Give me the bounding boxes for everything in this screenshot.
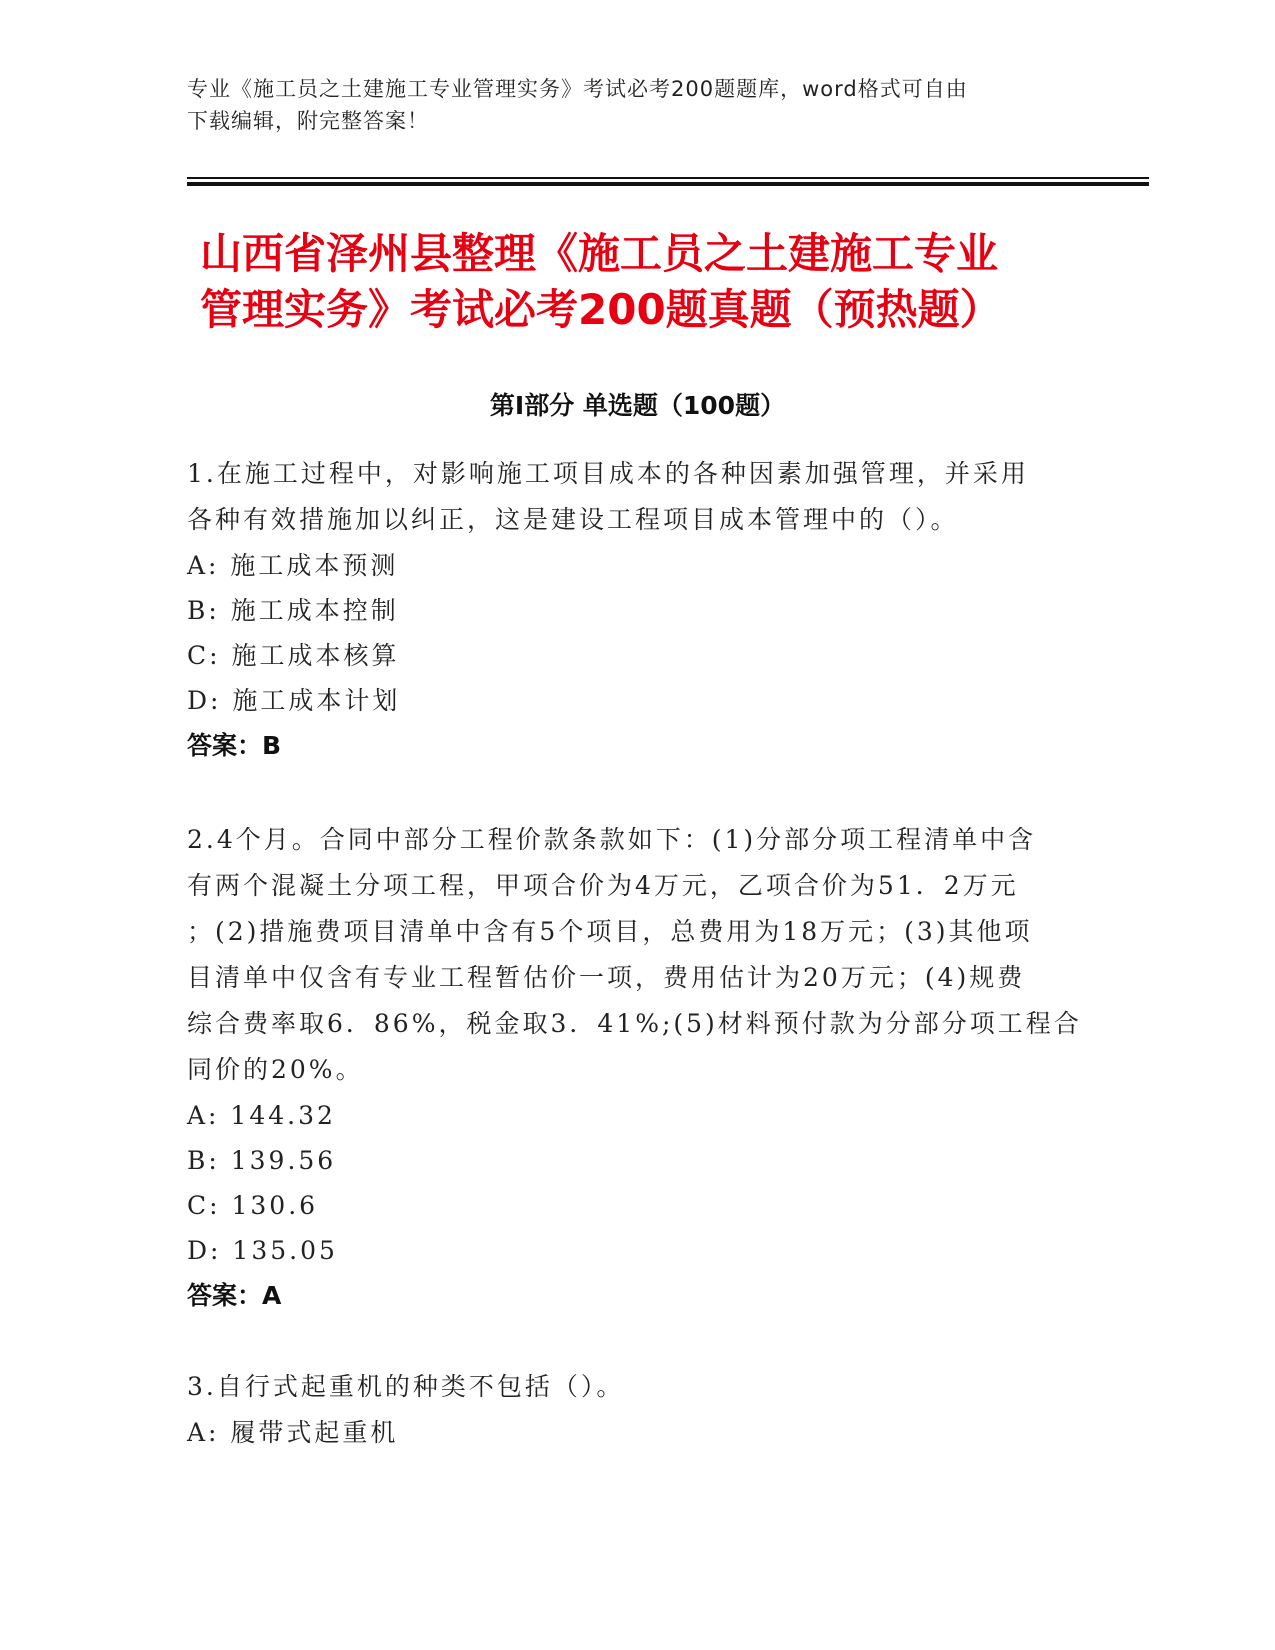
question-1-option-b: B: 施工成本控制 bbox=[187, 596, 399, 625]
question-1-stem bbox=[187, 451, 1087, 543]
question-3 bbox=[187, 1364, 1087, 1455]
question-1-answer: 答案：B bbox=[187, 731, 282, 760]
header-divider-thin bbox=[187, 177, 1149, 179]
question-stem-line: 有两个混凝土分项工程，甲项合价为4万元，乙项合价为51．2万元 bbox=[187, 871, 1019, 900]
question-2-option-d: D: 135.05 bbox=[187, 1236, 338, 1265]
question-stem-line: 3.自行式起重机的种类不包括（）。 bbox=[187, 1372, 625, 1401]
document-title-line-1: 山西省泽州县整理《施工员之土建施工专业 bbox=[200, 229, 999, 278]
section-title: 第Ⅰ部分 单选题（100题） bbox=[489, 391, 786, 420]
question-2-stem bbox=[187, 817, 1087, 1093]
question-3-option-a: A: 履带式起重机 bbox=[187, 1418, 399, 1447]
question-stem-line: 2.4个月。合同中部分工程价款条款如下：(1)分部分项工程清单中含 bbox=[187, 825, 1037, 854]
header-divider-thick bbox=[187, 182, 1149, 186]
header-note-line-2: 下载编辑，附完整答案！ bbox=[187, 109, 429, 133]
question-stem-line: 综合费率取6．86%，税金取3．41%;(5)材料预付款为分部分项工程合 bbox=[187, 1009, 1082, 1038]
question-stem-line: 各种有效措施加以纠正，这是建设工程项目成本管理中的（）。 bbox=[187, 505, 959, 534]
document-title-line-2: 管理实务》考试必考200题真题（预热题） bbox=[200, 285, 1002, 334]
question-2-option-c: C: 130.6 bbox=[187, 1191, 319, 1220]
question-2-option-b: B: 139.56 bbox=[187, 1146, 337, 1175]
question-2-option-a: A: 144.32 bbox=[187, 1101, 336, 1130]
question-stem-line: 目清单中仅含有专业工程暂估价一项，费用估计为20万元；(4)规费 bbox=[187, 963, 1026, 992]
question-2-answer: 答案：A bbox=[187, 1281, 282, 1310]
question-3-stem bbox=[187, 1364, 1087, 1410]
question-1 bbox=[187, 451, 1087, 768]
question-2 bbox=[187, 817, 1087, 1318]
question-1-option-d: D: 施工成本计划 bbox=[187, 686, 401, 715]
header-note bbox=[187, 73, 1087, 137]
document-title bbox=[200, 226, 1100, 338]
question-stem-line: 1.在施工过程中，对影响施工项目成本的各种因素加强管理，并采用 bbox=[187, 459, 1029, 488]
question-1-option-c: C: 施工成本核算 bbox=[187, 641, 400, 670]
header-note-line-1: 专业《施工员之土建施工专业管理实务》考试必考200题题库，word格式可自由 bbox=[187, 77, 968, 101]
question-1-option-a: A: 施工成本预测 bbox=[187, 551, 399, 580]
question-stem-line: 同价的20%。 bbox=[187, 1055, 364, 1084]
question-stem-line: ；(2)措施费项目清单中含有5个项目，总费用为18万元；(3)其他项 bbox=[187, 917, 1033, 946]
